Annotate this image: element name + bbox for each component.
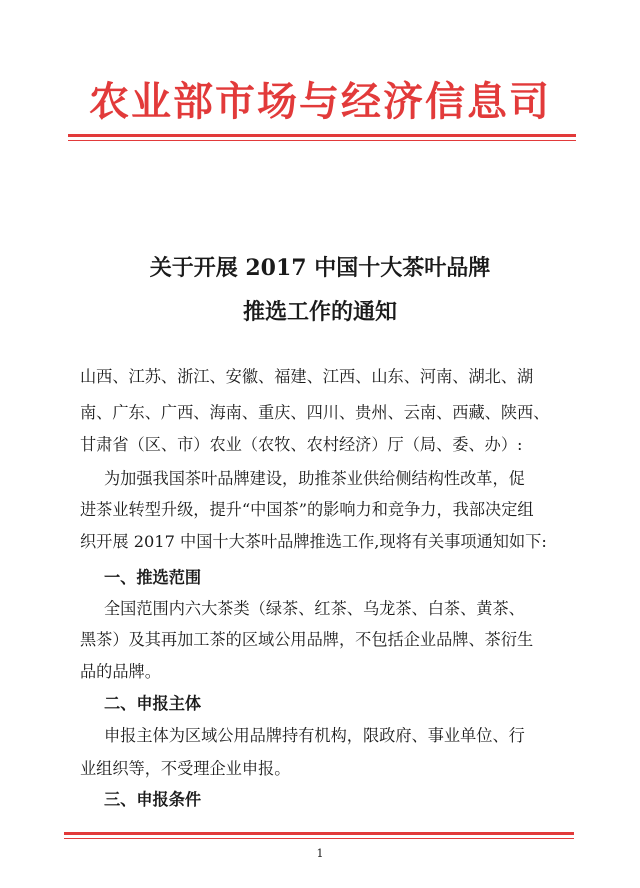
paragraph-line: 黑茶）及其再加工茶的区域公用品牌，不包括企业品牌、茶衍生 bbox=[80, 630, 534, 649]
page-number: 1 bbox=[316, 847, 324, 860]
addressee-line: 山西、江苏、浙江、安徽、福建、江西、山东、河南、湖北、湖 bbox=[80, 367, 534, 386]
footer-rule-thick bbox=[64, 832, 574, 835]
title-line: 推选工作的通知 bbox=[242, 299, 397, 325]
addressee-line: 南、广东、广西、海南、重庆、四川、贵州、云南、西藏、陕西、 bbox=[80, 403, 550, 422]
masthead-rule-thick bbox=[68, 134, 576, 137]
paragraph-line: 织开展 2017 中国十大茶叶品牌推选工作,现将有关事项通知如下: bbox=[80, 532, 547, 551]
masthead-rule-thin bbox=[68, 140, 576, 141]
paragraph-line: 为加强我国茶叶品牌建设，助推茶业供给侧结构性改革，促 bbox=[104, 469, 525, 488]
section-heading: 一、推选范围 bbox=[104, 568, 202, 587]
paragraph-line: 品的品牌。 bbox=[80, 662, 161, 681]
footer-rule-thin bbox=[64, 838, 574, 839]
paragraph-line: 申报主体为区域公用品牌持有机构，限政府、事业单位、行 bbox=[104, 726, 525, 745]
section-heading: 三、申报条件 bbox=[104, 790, 202, 809]
paragraph-line: 进茶业转型升级，提升“中国茶”的影响力和竞争力，我部决定组 bbox=[80, 500, 534, 519]
paragraph-line: 业组织等，不受理企业申报。 bbox=[80, 759, 291, 778]
addressee-line: 甘肃省（区、市）农业（农牧、农村经济）厅（局、委、办）: bbox=[80, 435, 523, 454]
masthead-title: 农业部市场与经济信息司 bbox=[89, 78, 551, 125]
title-line: 关于开展 2017 中国十大茶叶品牌 bbox=[149, 255, 491, 281]
paragraph-line: 全国范围内六大茶类（绿茶、红茶、乌龙茶、白茶、黄茶、 bbox=[104, 599, 525, 618]
section-heading: 二、申报主体 bbox=[104, 694, 202, 713]
